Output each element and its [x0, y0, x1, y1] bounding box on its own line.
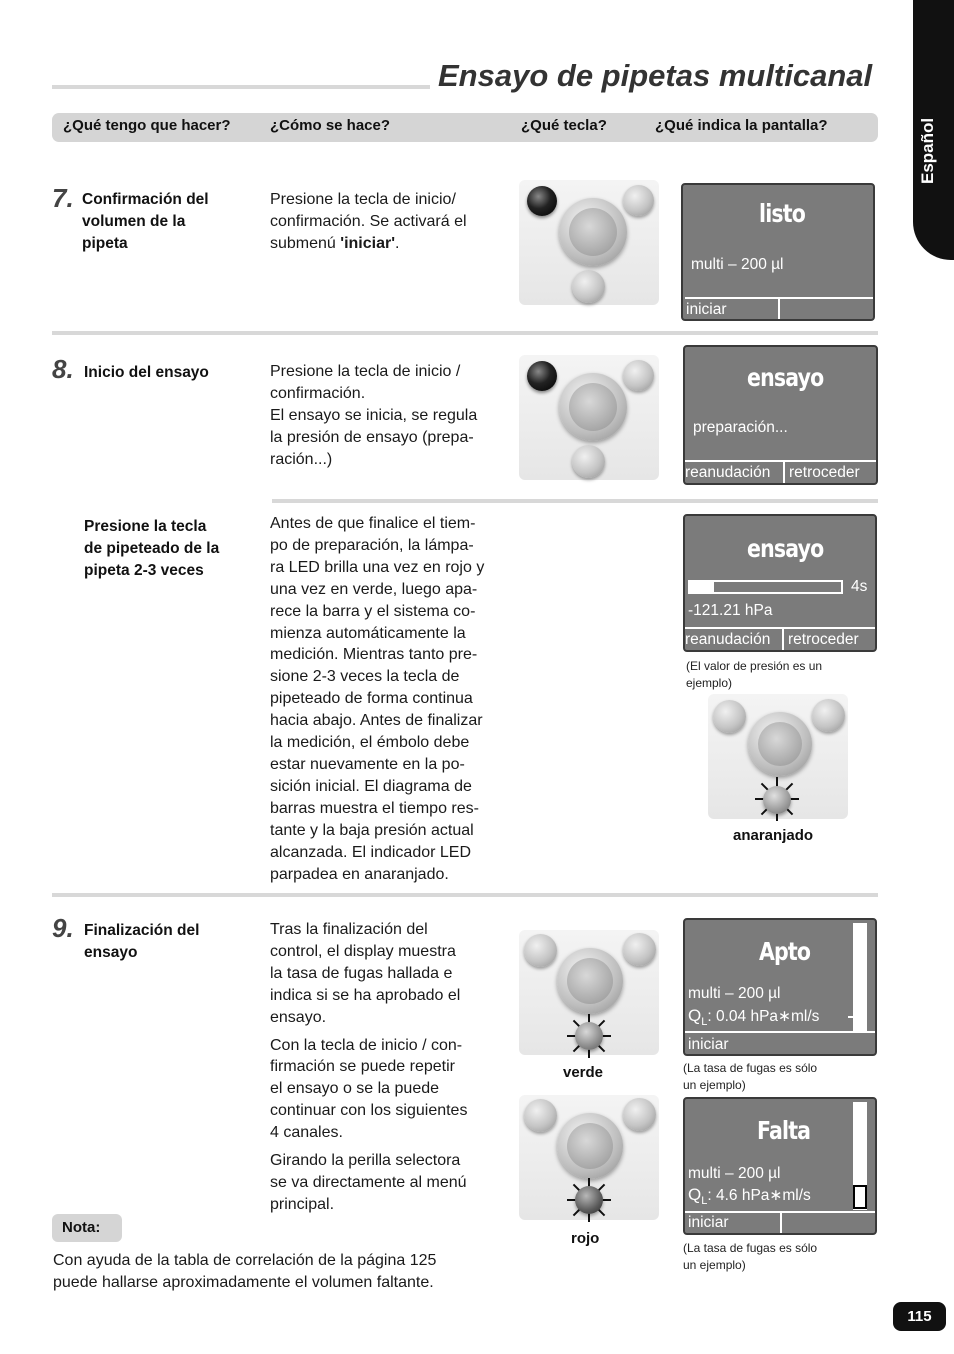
step9-number: 9.: [52, 913, 74, 943]
step8b-text-line: alcanzada. El indicador LED: [270, 843, 472, 861]
step8-text-line: Presione la tecla de inicio /: [270, 363, 461, 380]
step8b-text-line: po de preparación, la lámpa-: [270, 536, 474, 554]
step9-text-line: indica si se ha aprobado el: [270, 986, 461, 1004]
step8b-text-line: una vez en verde, luego apa-: [270, 580, 478, 598]
step7-label: [82, 189, 209, 255]
step9-text-line: control, el display muestra: [270, 942, 456, 960]
step8b-text-line: barras muestra el tiempo res-: [270, 799, 479, 817]
step8b-text-line: parpadea en anaranjado.: [270, 865, 449, 883]
header-display: ¿Qué indica la pantalla?: [655, 117, 828, 134]
leak-rate-bar: [853, 923, 867, 1031]
step8b-text-line: medición. Mientras tanto pre-: [270, 646, 478, 664]
note-text-line: puede hallarse aproximadamente el volumen faltante.: [53, 1273, 434, 1291]
step7-display: [681, 183, 875, 321]
step9-para3: [270, 1150, 467, 1216]
selector-knob[interactable]: [557, 948, 623, 1014]
result-pass-leak-rate: $Q_L$: 0.04 hPa∗ml/s: [688, 1006, 820, 1029]
side-key[interactable]: [812, 699, 845, 732]
softkey-reanudacion[interactable]: reanudación: [685, 631, 771, 648]
pressure-note-line: ejemplo): [686, 676, 733, 690]
step9-text-line: Con la tecla de inicio / con-: [270, 1036, 463, 1054]
progress-time: 4s: [851, 578, 868, 595]
step8b-text-line: mienza automáticamente la: [270, 624, 466, 642]
leak-rate-marker: [853, 1185, 867, 1209]
leak-rate-note-line: un ejemplo): [683, 1078, 746, 1092]
leak-rate-note-line: (La tasa de fugas es sólo: [683, 1241, 818, 1255]
step9-para1: [270, 919, 467, 1029]
section-divider: [52, 893, 878, 897]
result-display-fail: [683, 1097, 877, 1235]
step9-text-line: firmación se puede repetir: [270, 1058, 455, 1076]
step8-display-line1: preparación...: [693, 419, 788, 436]
pipetting-key-led[interactable]: [763, 786, 791, 814]
step8b-text-line: sione 2-3 veces la tecla de: [270, 668, 460, 686]
pipetting-key[interactable]: [572, 270, 605, 303]
step9-text-line: continuar con los siguientes: [270, 1102, 468, 1120]
step8b-text-line: hacia abajo. Antes de finalizar: [270, 712, 483, 730]
language-tab-label: Español: [918, 117, 937, 184]
title-rule: [52, 85, 430, 89]
side-key[interactable]: [623, 360, 654, 391]
selector-knob[interactable]: [748, 712, 812, 776]
step7-text: [270, 189, 467, 255]
step9-para2: [270, 1035, 467, 1145]
step8b-text-line: pipeteado de forma continua: [270, 690, 473, 708]
step7-display-title: listo: [759, 199, 806, 228]
selector-knob-center: [569, 208, 617, 256]
result-fail-divider: [780, 1211, 782, 1235]
selector-knob[interactable]: [559, 198, 627, 266]
start-confirm-key[interactable]: [713, 700, 746, 733]
step8b-display: [683, 514, 877, 652]
step8b-text-line: estar nuevamente en la po-: [270, 755, 465, 773]
step7-display-line1: multi – 200 µl: [691, 256, 784, 273]
step9-text-line: se va directamente al menú: [270, 1173, 467, 1191]
step9-text-line: ensayo.: [270, 1008, 327, 1026]
step8b-text-line: rece la barra y el sistema co-: [270, 602, 476, 620]
pressure-readout: -121.21 hPa: [688, 602, 773, 619]
side-key[interactable]: [623, 185, 654, 216]
note-text: [53, 1250, 436, 1294]
softkey-retroceder[interactable]: retroceder: [789, 464, 860, 481]
side-key[interactable]: [623, 1098, 656, 1131]
step9-text-line: Tras la finalización del: [270, 921, 428, 938]
result-fail-leak-rate: $Q_L$: 4.6 hPa∗ml/s: [688, 1185, 811, 1208]
step8-key-cluster: [519, 355, 659, 480]
step8-text-line: ración...): [270, 450, 333, 468]
note-text-line: Con ayuda de la tabla de correlación de la página 125: [53, 1252, 437, 1269]
step8-text: [270, 361, 477, 471]
leak-rate-note-line: un ejemplo): [683, 1258, 746, 1272]
header-how: ¿Cómo se hace?: [270, 117, 391, 134]
section-divider: [272, 499, 878, 503]
pipetting-key-led-red[interactable]: [575, 1186, 603, 1214]
selector-knob-center: [567, 1123, 613, 1169]
step9-key-cluster-green: [519, 930, 659, 1055]
selector-knob-center: [758, 722, 802, 766]
softkey-iniciar[interactable]: iniciar: [688, 1214, 729, 1231]
pressure-note-line: (El valor de presión es un: [686, 659, 823, 673]
progress-bar-fill: [690, 582, 714, 592]
page-number: 115: [893, 1302, 946, 1331]
pipetting-key-led-green[interactable]: [575, 1022, 603, 1050]
result-pass-volume: multi – 200 µl: [688, 985, 781, 1002]
header-key: ¿Qué tecla?: [521, 117, 607, 134]
softkey-iniciar[interactable]: iniciar: [688, 1036, 729, 1053]
pressure-note: [686, 658, 822, 692]
step8-text-line: El ensayo se inicia, se regula: [270, 406, 478, 424]
result-display-pass: [683, 918, 877, 1056]
selector-knob[interactable]: [559, 373, 627, 441]
step8b-text-line: Antes de que finalice el tiem-: [270, 515, 476, 532]
step9-text-line: Girando la perilla selectora: [270, 1152, 461, 1170]
start-confirm-key[interactable]: [524, 934, 557, 967]
step7-text-line: confirmación. Se activará el: [270, 212, 467, 230]
step8-text-line: confirmación.: [270, 384, 366, 402]
section-divider: [52, 331, 878, 335]
step7-number: 7.: [52, 183, 74, 213]
header-what: ¿Qué tengo que hacer?: [63, 117, 231, 134]
step7-label-line: volumen de la: [82, 213, 186, 230]
result-pass-title: Apto: [759, 937, 811, 966]
side-key[interactable]: [623, 933, 656, 966]
leak-rate-note: [683, 1060, 817, 1094]
softkey-retroceder[interactable]: retroceder: [788, 631, 859, 648]
step8b-text-line: sición inicial. El diagrama de: [270, 777, 472, 795]
step8b-text-line: la medición, el émbolo debe: [270, 734, 470, 752]
step8-label: Inicio del ensayo: [84, 364, 209, 381]
step7-label-line: Confirmación del: [82, 191, 209, 208]
leak-rate-note: [683, 1240, 817, 1274]
step8b-text-line: ra LED brilla una vez en rojo y: [270, 558, 485, 576]
selector-knob-center: [569, 383, 617, 431]
led-caption-red: rojo: [571, 1230, 600, 1247]
page-title: Ensayo de pipetas multicanal: [438, 58, 873, 93]
selector-knob[interactable]: [557, 1113, 623, 1179]
step9-text-line: principal.: [270, 1195, 335, 1213]
step9-label: [84, 920, 199, 964]
step8-display-title: ensayo: [747, 363, 824, 392]
step9-text: [270, 919, 467, 1216]
progress-bar: [688, 580, 843, 594]
step8-display-divider: [783, 460, 785, 485]
softkey-reanudacion[interactable]: reanudación: [685, 464, 771, 481]
softkey-iniciar[interactable]: iniciar: [686, 301, 727, 318]
result-fail-title: Falta: [757, 1116, 811, 1145]
step8b-text: [270, 513, 484, 885]
step8b-key-cluster: [708, 694, 848, 819]
step8b-display-divider: [782, 627, 784, 652]
step9-label-line: Finalización del: [84, 922, 200, 939]
result-pass-separator: [685, 1031, 877, 1033]
leak-rate-note-line: (La tasa de fugas es sólo: [683, 1061, 818, 1075]
step7-label-line: pipeta: [82, 235, 128, 252]
step8b-label-line: pipeta 2-3 veces: [84, 562, 204, 579]
note-badge: Nota:: [52, 1214, 122, 1242]
step8b-label: [84, 516, 219, 582]
selector-knob-center: [567, 958, 613, 1004]
leak-rate-marker: [848, 1016, 864, 1018]
step8-text-line: la presión de ensayo (prepa-: [270, 428, 474, 446]
step7-key-cluster: [519, 180, 659, 305]
pipetting-key[interactable]: [572, 445, 605, 478]
led-caption-orange: anaranjado: [733, 827, 814, 844]
start-confirm-key-active[interactable]: [527, 186, 557, 216]
start-confirm-key-active[interactable]: [527, 361, 557, 391]
step8b-label-line: Presione la tecla: [84, 518, 207, 535]
step9-text-line: la tasa de fugas hallada e: [270, 964, 453, 982]
step8-number: 8.: [52, 354, 74, 384]
step8b-display-separator: [685, 627, 877, 629]
step8b-display-title: ensayo: [747, 534, 824, 563]
step9-key-cluster-red: [519, 1095, 659, 1220]
step9-text-line: el ensayo o se la puede: [270, 1080, 440, 1098]
step8-display-separator: [685, 460, 878, 462]
result-fail-volume: multi – 200 µl: [688, 1165, 781, 1182]
start-confirm-key[interactable]: [524, 1099, 557, 1132]
led-caption-green: verde: [563, 1064, 604, 1081]
step7-text-line: Presione la tecla de inicio/: [270, 191, 456, 208]
step8b-label-line: de pipeteado de la: [84, 540, 220, 557]
step9-text-line: 4 canales.: [270, 1124, 343, 1142]
step8-display: [683, 345, 878, 485]
step7-display-divider: [778, 297, 780, 321]
step8b-text-line: tante y la baja presión actual: [270, 821, 474, 839]
step7-text-line: submenú 'iniciar'.: [270, 234, 400, 252]
step9-label-line: ensayo: [84, 944, 138, 961]
